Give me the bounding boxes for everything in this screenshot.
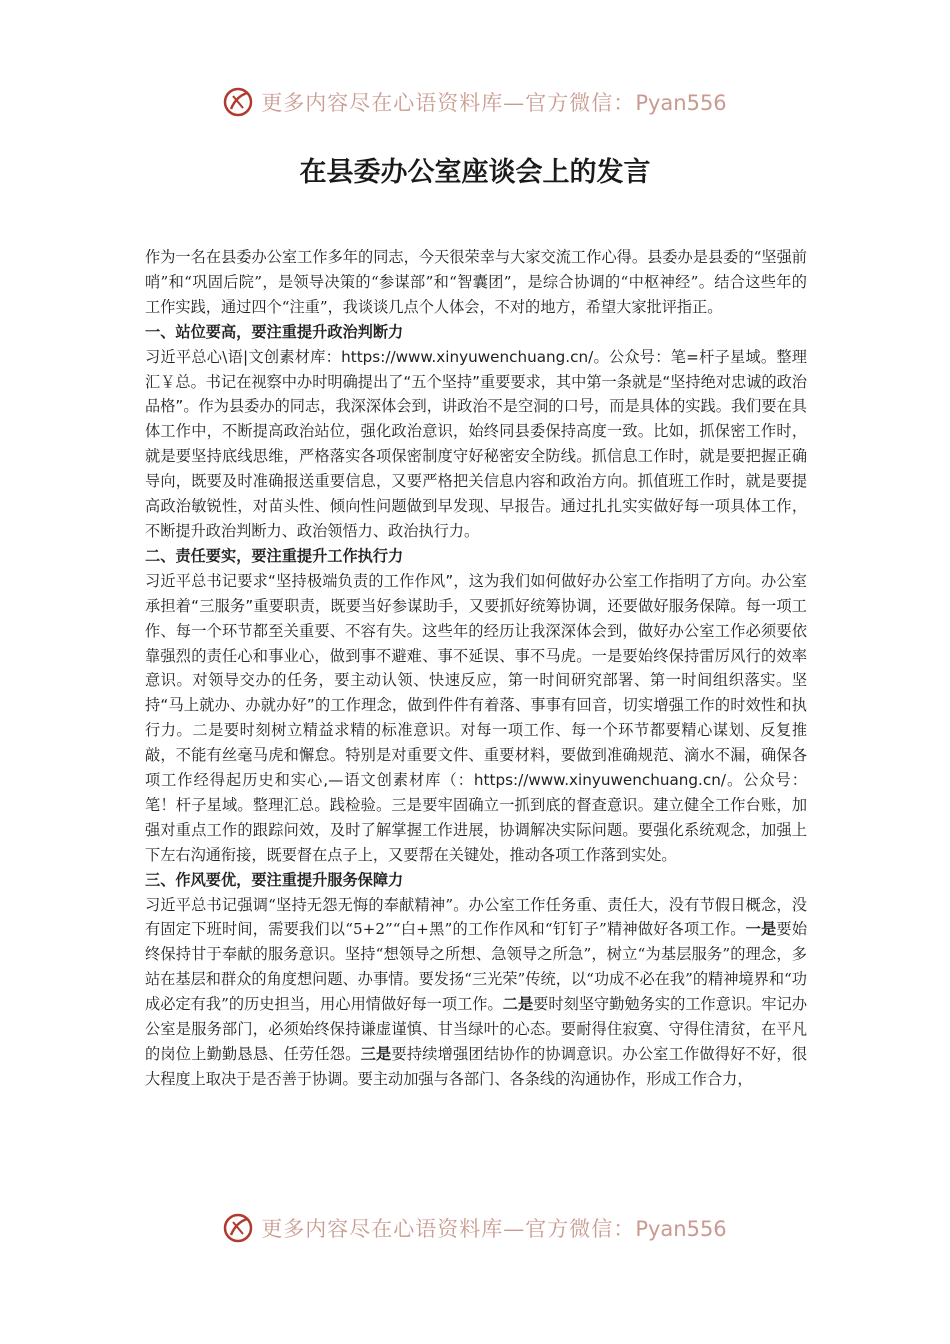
document-body [145, 245, 807, 1092]
section-paragraph-3: 习近平总书记强调“坚持无怨无悔的奉献精神”。办公室工作任务重、责任大，没有节假日概念，没有固定下班时间，需要我们以“5+2”“白+黑”的工作作风和“钉钉子”精神做好各项工作。一是要始终保持甘于奉献的服务意识。坚持“想领导之所想、急领导之所急”，树立“为基层服务”的理念，多站在基层和群众的角度想问题、办事情。要发扬“三光荣”传统，以“功成不必在我”的精神境界和“功成必定有我”的历史担当，用心用情做好每一项工作。二是要时刻坚守勤勉务实的工作意识。牢记办公室是服务部门，必须始终保持谦虚谨慎、甘当绿叶的心态。要耐得住寂寞、守得住清贫，在平凡的岗位上勤勤恳恳、任劳任怨。三是要持续增强团结协作的协调意识。办公室工作做得好不好，很大程度上取决于是否善于协调。要主动加强与各部门、各条线的沟通协作，形成工作合力， [145, 895, 808, 1088]
intro-paragraph: 作为一名在县委办公室工作多年的同志，今天很荣幸与大家交流工作心得。县委办是县委的“坚强前哨”和“巩固后院”，是领导决策的“参谋部”和“智囊团”，是综合协调的“中枢神经”。结合这些年的工作实践，通过四个“注重”，我谈谈几点个人体会，不对的地方，希望大家批评指正。 [145, 248, 807, 316]
section-paragraph-2: 习近平总书记要求“坚持极端负责的工作作风”，这为我们如何做好办公室工作指明了方向。办公室承担着“三服务”重要职责，既要当好参谋助手，又要抓好统筹协调，还要做好服务保障。每一项工作、每一个环节都至关重要、不容有失。这些年的经历让我深深体会到，做好办公室工作必须要依靠强烈的责任心和事业心，做到事不避难、事不延误、事不马虎。一是要始终保持雷厉风行的效率意识。对领导交办的任务，要主动认领、快速反应，第一时间研究部署、第一时间组织落实。坚持“马上就办、办就办好”的工作理念，做到件件有着落、事事有回音，切实增强工作的时效性和执行力。二是要时刻树立精益求精的标准意识。对每一项工作、每一个环节都要精心谋划、反复推敲，不能有丝毫马虎和懈怠。特别是对重要文件、重要材料，要做到准确规范、滴水不漏，确保各项工作经得起历史和实心,—语文创素材库（：https://www.xinyuwenchuang.cn/。公众号：笔！杆子星域。整理汇总。践检验。三是要牢固确立一抓到底的督查意识。建立健全工作台账，加强对重点工作的跟踪问效，及时了解掌握工作进展，协调解决实际问题。要强化系统观念，加强上下左右沟通衔接，既要督在点子上，又要帮在关键处，推动各项工作落到实处。 [145, 571, 807, 864]
watermark-text: 更多内容尽在心语资料库—官方微信：Pyan556 [261, 91, 727, 115]
section-paragraph-1: 习近平总心\语|文创素材库：https://www.xinyuwenchuang.cn/。公众号：笔=杆子星域。整理汇￥总。书记在视察中办时明确提出了“五个坚持”重要要求，其中第一条就是“坚持绝对忠诚的政治品格”。作为县委办的同志，我深深体会到，讲政治不是空洞的口号，而是具体的实践。我们要在具体工作中，不断提高政治站位，强化政治意识，始终同县委保持高度一致。比如，抓保密工作时，就是要坚持底线思维，严格落实各项保密制度守好秘密安全防线。抓信息工作时，就是要把握正确导向，既要及时准确报送重要信息，又要严格把关信息内容和政治方向。抓值班工作时，就是要提高政治敏锐性，对苗头性、倾向性问题做到早发现、早报告。通过扎扎实实做好每一项具体工作，不断提升政治判断力、政治领悟力、政治执行力。 [145, 347, 807, 540]
watermark-text: 更多内容尽在心语资料库—官方微信：Pyan556 [261, 1217, 727, 1241]
logo-icon [223, 1213, 253, 1243]
section-heading-2: 二、责任要实，要注重提升工作执行力 [145, 546, 404, 565]
section-heading-3: 三、作风要优，要注重提升服务保障力 [145, 870, 404, 889]
watermark-banner-top [0, 82, 950, 122]
section-heading-1: 一、站位要高，要注重提升政治判断力 [145, 322, 404, 341]
logo-icon [223, 87, 253, 117]
watermark-banner-bottom [0, 1208, 950, 1248]
document-title: 在县委办公室座谈会上的发言 [299, 157, 651, 188]
